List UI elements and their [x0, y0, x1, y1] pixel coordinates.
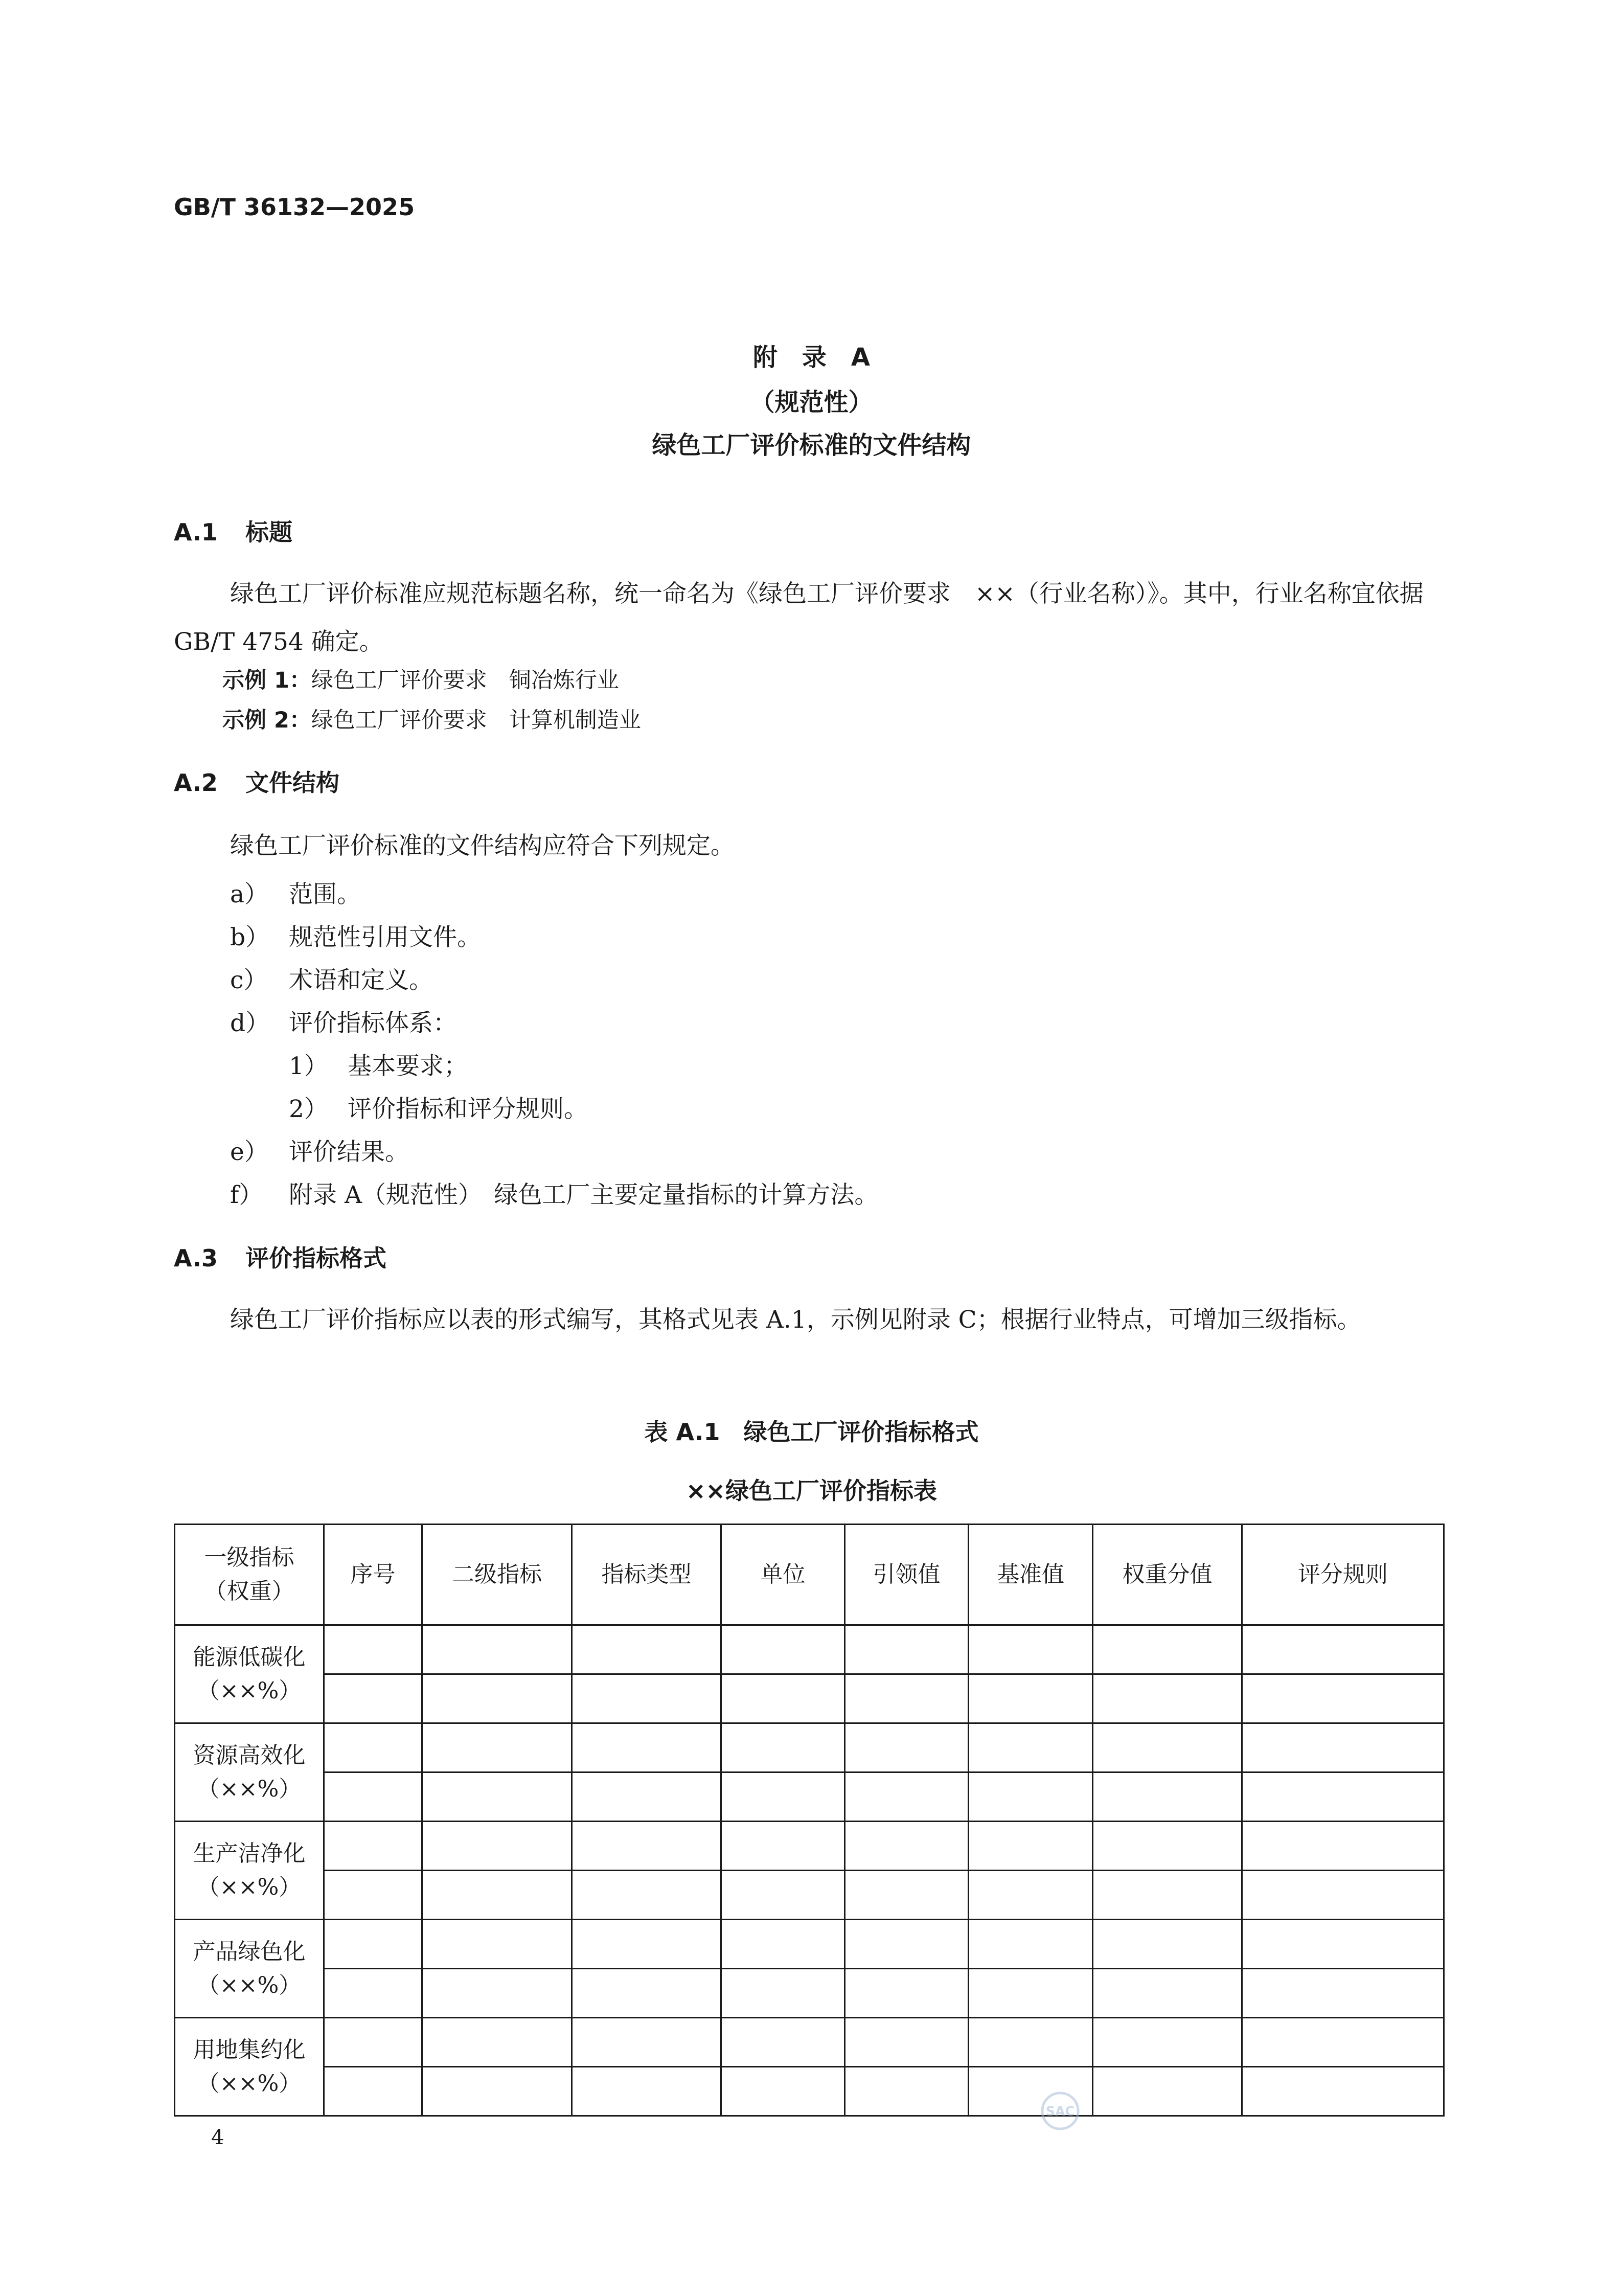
annex-label: 附 录 A: [752, 343, 871, 372]
sub-list-item: 2） 评价指标和评分规则。: [289, 1095, 588, 1123]
list-item: f） 附录 A（规范性） 绿色工厂主要定量指标的计算方法。: [230, 1181, 879, 1209]
example-label: 示例 1：: [222, 668, 311, 693]
example-1: [222, 663, 619, 694]
example-text: 绿色工厂评价要求 铜冶炼行业: [311, 668, 619, 693]
table-header-row: [175, 1525, 1444, 1625]
column-header: 评分规则: [1242, 1525, 1444, 1625]
example-label: 示例 2：: [222, 708, 311, 733]
table-row: [175, 1772, 1444, 1822]
column-header: 二级指标: [422, 1525, 572, 1625]
table-caption: 表 A.1 绿色工厂评价指标格式: [644, 1418, 979, 1446]
section-heading-a1: [174, 514, 292, 548]
table-row: [175, 2067, 1444, 2116]
sac-logo-icon: [1040, 2091, 1080, 2131]
list-item: b） 规范性引用文件。: [230, 923, 481, 951]
section-heading-a3: [174, 1240, 386, 1274]
standard-number: GB/T 36132—2025: [174, 193, 415, 221]
table-row: [175, 1674, 1444, 1723]
table-row: [175, 2018, 1444, 2067]
annex-title: 绿色工厂评价标准的文件结构: [652, 431, 971, 460]
column-header: 引领值: [845, 1525, 969, 1625]
column-header: 单位: [721, 1525, 845, 1625]
category-cell: 能源低碳化 （××%）: [175, 1625, 324, 1723]
column-header: 序号: [324, 1525, 422, 1625]
section-number: A.2: [174, 769, 218, 797]
list-item: e） 评价结果。: [230, 1138, 409, 1166]
section-title: 标题: [245, 518, 292, 546]
section-title: 评价指标格式: [245, 1244, 386, 1272]
table-row: [175, 1822, 1444, 1871]
column-header: 基准值: [969, 1525, 1093, 1625]
indicator-table: [174, 1524, 1445, 2117]
category-cell: 产品绿色化 （××%）: [175, 1920, 324, 2018]
column-header: 权重分值: [1093, 1525, 1242, 1625]
page-number: 4: [211, 2126, 224, 2149]
section-number: A.1: [174, 518, 218, 546]
section-number: A.3: [174, 1244, 218, 1272]
table-row: [175, 1625, 1444, 1674]
annex-type: （规范性）: [750, 388, 873, 417]
section-a3-paragraph: 绿色工厂评价指标应以表的形式编写，其格式见表 A.1，示例见附录 C；根据行业特点，可增加三级指标。: [230, 1306, 1361, 1334]
watermark-text: SAC: [1045, 2103, 1075, 2119]
category-cell: 用地集约化 （××%）: [175, 2018, 324, 2116]
column-header: 指标类型: [572, 1525, 721, 1625]
section-heading-a2: [174, 764, 339, 798]
table-row: [175, 1723, 1444, 1772]
table-row: [175, 1871, 1444, 1920]
sub-list-item: 1） 基本要求；: [289, 1052, 468, 1080]
list-item: a） 范围。: [230, 880, 361, 908]
header-first-level: 一级指标 （权重）: [175, 1525, 324, 1625]
example-2: [222, 703, 641, 734]
section-a1-paragraph: 绿色工厂评价标准应规范标题名称，统一命名为《绿色工厂评价要求 ××（行业名称）》。其中，行业名称宜依据 GB/T 4754 确定。: [174, 580, 1424, 656]
table-row: [175, 1969, 1444, 2018]
table-row: [175, 1920, 1444, 1969]
example-text: 绿色工厂评价要求 计算机制造业: [311, 708, 641, 733]
category-cell: 资源高效化 （××%）: [175, 1723, 324, 1822]
list-item: d） 评价指标体系：: [230, 1009, 457, 1037]
list-item: c） 术语和定义。: [230, 966, 433, 994]
category-cell: 生产洁净化 （××%）: [175, 1822, 324, 1920]
table-subcaption: ××绿色工厂评价指标表: [685, 1477, 938, 1505]
section-a2-paragraph: 绿色工厂评价标准的文件结构应符合下列规定。: [230, 832, 735, 860]
section-title: 文件结构: [245, 769, 339, 797]
